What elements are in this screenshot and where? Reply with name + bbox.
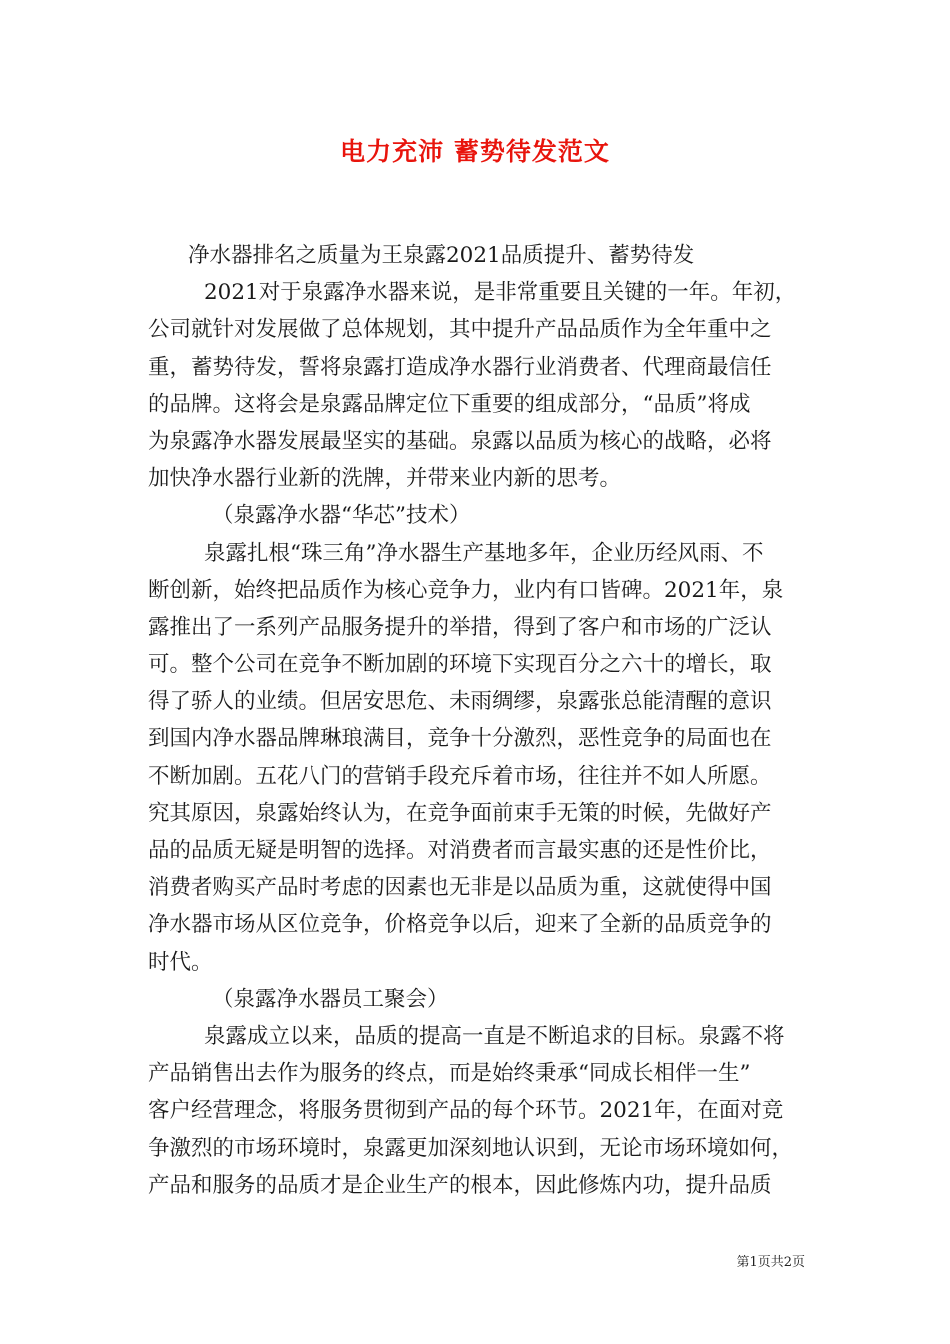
- text-line: 公司就针对发展做了总体规划，其中提升产品品质作为全年重中之: [148, 317, 772, 343]
- text-line: 得了骄人的业绩。但居安思危、未雨绸缪，泉露张总能清醒的意识: [148, 689, 772, 715]
- text-line: 净水器排名之质量为王泉露2021品质提升、蓄势待发: [188, 243, 695, 268]
- text-line: 的品牌。这将会是泉露品牌定位下重要的组成部分，“品质”将成: [148, 391, 751, 417]
- text-line: 泉露成立以来，品质的提高一直是不断追求的目标。泉露不将: [204, 1023, 785, 1049]
- text-line: （泉露净水器员工聚会）: [212, 986, 449, 1012]
- document-body: [148, 237, 808, 1204]
- text-line: 究其原因，泉露始终认为，在竞争面前束手无策的时候，先做好产: [148, 800, 772, 826]
- text-line: 产品销售出去作为服务的终点，而是始终秉承“同成长相伴一生”: [148, 1061, 751, 1087]
- text-line: 可。整个公司在竞争不断加剧的环境下实现百分之六十的增长，取: [148, 652, 772, 678]
- text-line: 为泉露净水器发展最坚实的基础。泉露以品质为核心的战略，必将: [148, 428, 772, 454]
- text-line: （泉露净水器“华芯”技术）: [212, 503, 471, 529]
- text-line: 客户经营理念，将服务贯彻到产品的每个环节。2021年，在面对竞: [148, 1098, 784, 1124]
- text-line: 争激烈的市场环境时，泉露更加深刻地认识到，无论市场环境如何，: [148, 1135, 794, 1161]
- text-line: 时代。: [148, 949, 213, 975]
- text-line: 重，蓄势待发，誓将泉露打造成净水器行业消费者、代理商最信任: [148, 354, 772, 380]
- text-line: 断创新，始终把品质作为核心竞争力，业内有口皆碑。2021年，泉: [148, 577, 784, 603]
- page-number: 第1页共2页: [736, 1255, 805, 1270]
- text-line: 消费者购买产品时考虑的因素也无非是以品质为重，这就使得中国: [148, 875, 772, 901]
- text-line: 不断加剧。五花八门的营销手段充斥着市场，往往并不如人所愿。: [148, 763, 772, 789]
- text-line: 净水器市场从区位竞争，价格竞争以后，迎来了全新的品质竞争的: [148, 912, 772, 938]
- text-line: 露推出了一系列产品服务提升的举措，得到了客户和市场的广泛认: [148, 614, 772, 640]
- text-line: 到国内净水器品牌琳琅满目，竞争十分激烈，恶性竞争的局面也在: [148, 726, 772, 752]
- text-line: 品的品质无疑是明智的选择。对消费者而言最实惠的还是性价比，: [148, 838, 772, 863]
- document-title: 电力充沛 蓄势待发范文: [340, 137, 610, 166]
- text-line: 加快净水器行业新的洗牌，并带来业内新的思考。: [148, 466, 622, 492]
- text-line: 泉露扎根“珠三角”净水器生产基地多年，企业历经风雨、不: [204, 540, 764, 566]
- text-line: 2021对于泉露净水器来说，是非常重要且关键的一年。年初，: [204, 280, 797, 306]
- text-line: 产品和服务的品质才是企业生产的根本，因此修炼内功，提升品质: [148, 1172, 772, 1198]
